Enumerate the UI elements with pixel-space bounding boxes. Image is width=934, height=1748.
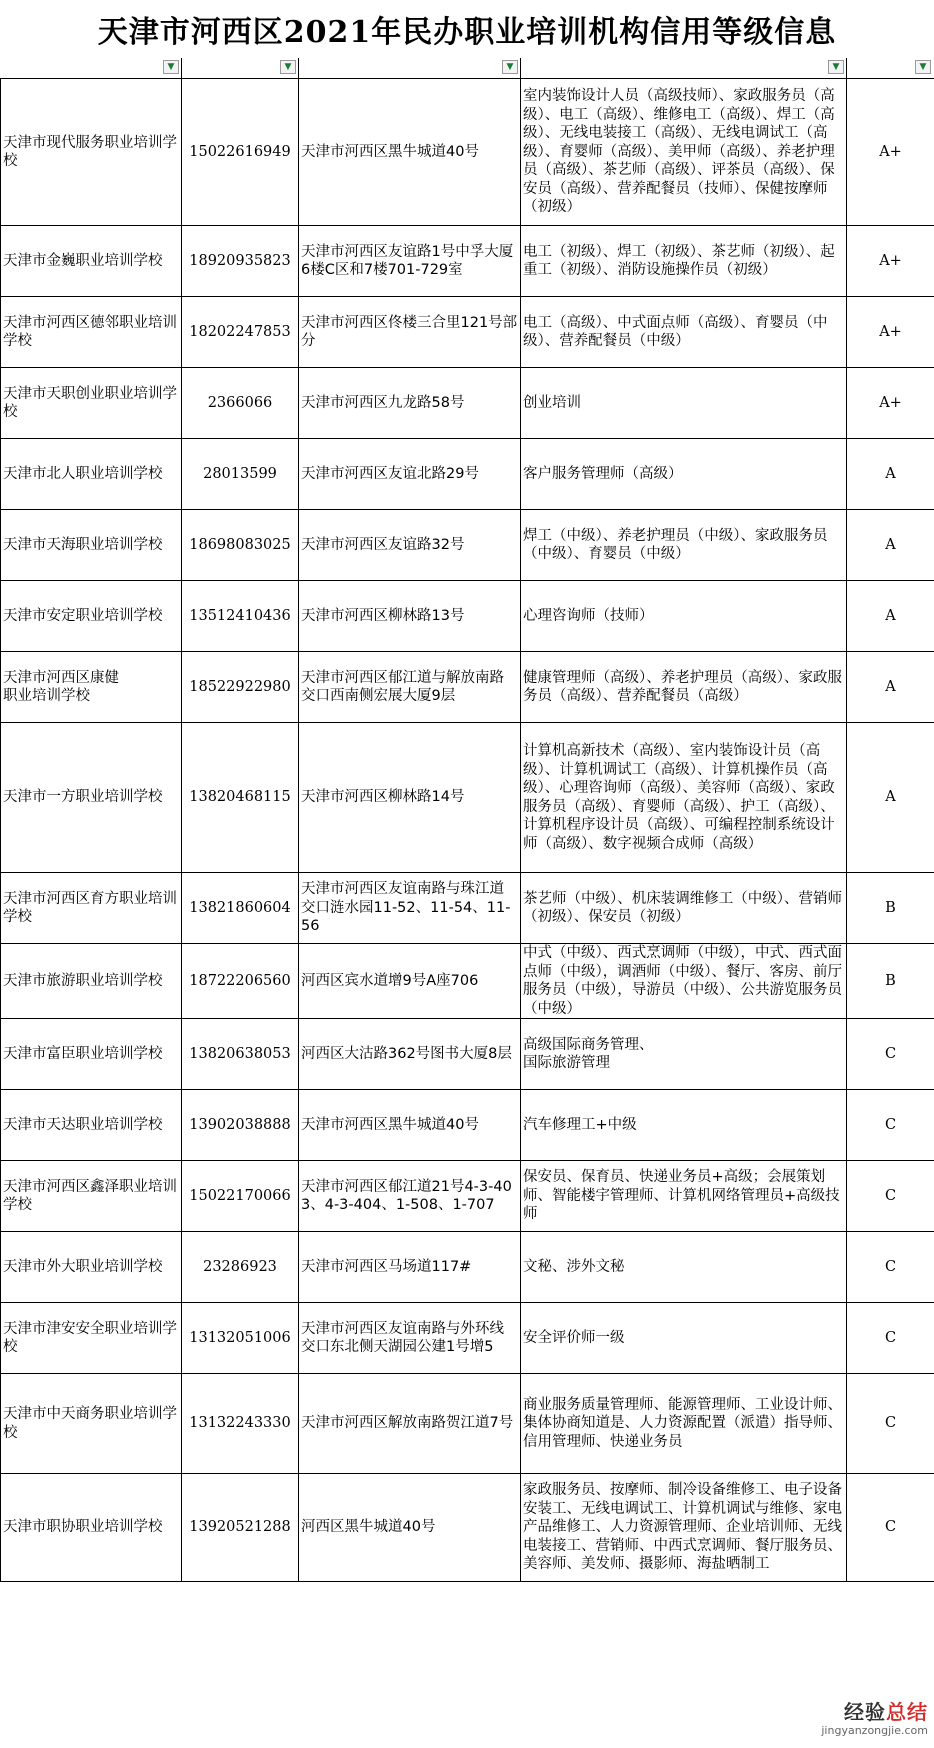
cell-address[interactable]: 天津市河西区黑牛城道40号 xyxy=(299,1090,521,1161)
cell-address[interactable]: 天津市河西区马场道117# xyxy=(299,1232,521,1303)
cell-name[interactable]: 天津市天达职业培训学校 xyxy=(1,1090,182,1161)
table-row xyxy=(1,1303,934,1374)
cell-grade[interactable]: C xyxy=(847,1374,934,1474)
table-row xyxy=(1,297,934,368)
cell-professions[interactable]: 电工（高级）、中式面点师（高级）、育婴员（中级）、营养配餐员（中级） xyxy=(521,297,847,368)
cell-professions[interactable]: 计算机高新技术（高级）、室内装饰设计员（高级）、计算机调试工（高级）、计算机操作员（高级）、心理咨询师（高级）、美容师（高级）、家政服务员（高级）、育婴师（高级）、护工（高级）、计算机程序设计员（高级）、可编程控制系统设计师（高级）、数字视频合成师（高级） xyxy=(521,723,847,873)
cell-grade[interactable]: B xyxy=(847,873,934,944)
cell-name[interactable]: 天津市津安安全职业培训学校 xyxy=(1,1303,182,1374)
cell-grade[interactable]: C xyxy=(847,1232,934,1303)
cell-phone[interactable]: 13920521288 xyxy=(182,1474,299,1582)
cell-address[interactable]: 天津市河西区郁江道与解放南路交口西南侧宏展大厦9层 xyxy=(299,652,521,723)
cell-grade[interactable]: A xyxy=(847,581,934,652)
cell-address[interactable]: 天津市河西区九龙路58号 xyxy=(299,368,521,439)
cell-name[interactable]: 天津市职协职业培训学校 xyxy=(1,1474,182,1582)
table-row xyxy=(1,1374,934,1474)
cell-phone[interactable]: 23286923 xyxy=(182,1232,299,1303)
cell-name[interactable]: 天津市河西区德邻职业培训学校 xyxy=(1,297,182,368)
table-row xyxy=(1,1019,934,1090)
cell-phone[interactable]: 28013599 xyxy=(182,439,299,510)
cell-professions[interactable]: 室内装饰设计人员（高级技师）、家政服务员（高级）、电工（高级）、维修电工（高级）、焊工（高级）、无线电装接工（高级）、无线电调试工（高级）、育婴师（高级）、美甲师（高级）、养老护理员（高级）、茶艺师（高级）、评茶员（高级）、保安员（高级）、营养配餐员（技师）、保健按摩师（初级） xyxy=(521,79,847,226)
cell-phone[interactable]: 13132243330 xyxy=(182,1374,299,1474)
cell-phone[interactable]: 18522922980 xyxy=(182,652,299,723)
cell-address[interactable]: 天津市河西区郁江道21号4-3-403、4-3-404、1-508、1-707 xyxy=(299,1161,521,1232)
cell-name[interactable]: 天津市旅游职业培训学校 xyxy=(1,944,182,1019)
watermark-url: jingyanzongjie.com xyxy=(821,1724,928,1737)
table-row xyxy=(1,368,934,439)
table-row xyxy=(1,1161,934,1232)
cell-grade[interactable]: A xyxy=(847,723,934,873)
cell-name[interactable]: 天津市天海职业培训学校 xyxy=(1,510,182,581)
cell-phone[interactable]: 13902038888 xyxy=(182,1090,299,1161)
cell-phone[interactable]: 15022170066 xyxy=(182,1161,299,1232)
table-row xyxy=(1,581,934,652)
cell-grade[interactable]: C xyxy=(847,1303,934,1374)
filter-cell-grade xyxy=(846,58,933,78)
filter-cell-address xyxy=(298,58,521,78)
filter-cell-phone xyxy=(181,58,299,78)
filter-dropdown-button-professions[interactable] xyxy=(828,60,844,74)
table-row xyxy=(1,1474,934,1582)
cell-professions[interactable]: 家政服务员、按摩师、制冷设备维修工、电子设备安装工、无线电调试工、计算机调试与维修、家电产品维修工、人力资源管理师、企业培训师、无线电装接工、营销师、中西式烹调师、餐厅服务员、美容师、美发师、摄影师、海盐晒制工 xyxy=(521,1474,847,1582)
cell-address[interactable]: 天津市河西区柳林路13号 xyxy=(299,581,521,652)
table-row xyxy=(1,652,934,723)
cell-grade[interactable]: C xyxy=(847,1019,934,1090)
cell-professions[interactable]: 心理咨询师（技师） xyxy=(521,581,847,652)
cell-name[interactable]: 天津市安定职业培训学校 xyxy=(1,581,182,652)
cell-grade[interactable]: C xyxy=(847,1474,934,1582)
dropdown-arrow-icon: ▼ xyxy=(167,61,175,72)
cell-grade[interactable]: A+ xyxy=(847,79,934,226)
dropdown-arrow-icon: ▼ xyxy=(832,61,840,72)
cell-grade[interactable]: B xyxy=(847,944,934,1019)
dropdown-arrow-icon: ▼ xyxy=(919,61,927,72)
cell-name[interactable]: 天津市北人职业培训学校 xyxy=(1,439,182,510)
cell-professions[interactable]: 汽车修理工+中级 xyxy=(521,1090,847,1161)
cell-professions[interactable]: 茶艺师（中级）、机床装调维修工（中级）、营销师（初级）、保安员（初级） xyxy=(521,873,847,944)
cell-address[interactable]: 天津市河西区友谊北路29号 xyxy=(299,439,521,510)
cell-professions[interactable]: 电工（初级）、焊工（初级）、茶艺师（初级）、起重工（初级）、消防设施操作员（初级） xyxy=(521,226,847,297)
cell-name[interactable]: 天津市一方职业培训学校 xyxy=(1,723,182,873)
cell-phone[interactable]: 13821860604 xyxy=(182,873,299,944)
cell-grade[interactable]: A+ xyxy=(847,226,934,297)
cell-phone[interactable]: 2366066 xyxy=(182,368,299,439)
table-row xyxy=(1,1090,934,1161)
table-row xyxy=(1,873,934,944)
filter-dropdown-button-grade[interactable] xyxy=(915,60,931,74)
table-row xyxy=(1,79,934,226)
filter-cell-name xyxy=(0,58,182,78)
cell-name[interactable]: 天津市天职创业职业培训学校 xyxy=(1,368,182,439)
cell-address[interactable]: 天津市河西区友谊路32号 xyxy=(299,510,521,581)
cell-professions[interactable]: 客户服务管理师（高级） xyxy=(521,439,847,510)
credit-rating-table-wrap xyxy=(0,78,934,1748)
filter-dropdown-button-phone[interactable] xyxy=(280,60,296,74)
filter-dropdown-button-name[interactable] xyxy=(163,60,179,74)
sheet-title: 天津市河西区2021年民办职业培训机构信用等级信息 xyxy=(97,15,837,50)
cell-address[interactable]: 天津市河西区友谊南路与外环线交口东北侧天湖园公建1号增5 xyxy=(299,1303,521,1374)
cell-grade[interactable]: A+ xyxy=(847,297,934,368)
cell-name[interactable]: 天津市河西区鑫泽职业培训学校 xyxy=(1,1161,182,1232)
cell-address[interactable]: 河西区黑牛城道40号 xyxy=(299,1474,521,1582)
cell-name[interactable]: 天津市外大职业培训学校 xyxy=(1,1232,182,1303)
cell-address[interactable]: 天津市河西区解放南路贺江道7号 xyxy=(299,1374,521,1474)
table-row xyxy=(1,723,934,873)
credit-rating-table xyxy=(0,78,934,1582)
cell-grade[interactable]: A xyxy=(847,510,934,581)
cell-phone[interactable]: 13820468115 xyxy=(182,723,299,873)
cell-name[interactable]: 天津市河西区育方职业培训学校 xyxy=(1,873,182,944)
cell-professions[interactable]: 保安员、保育员、快递业务员+高级；会展策划师、智能楼宇管理师、计算机网络管理员+高级技师 xyxy=(521,1161,847,1232)
cell-professions[interactable]: 商业服务质量管理师、能源管理师、工业设计师、集体协商知道是、人力资源配置（派遣）指导师、信用管理师、快递业务员 xyxy=(521,1374,847,1474)
cell-address[interactable]: 河西区宾水道增9号A座706 xyxy=(299,944,521,1019)
dropdown-arrow-icon: ▼ xyxy=(506,61,514,72)
cell-address[interactable]: 天津市河西区佟楼三合里121号部分 xyxy=(299,297,521,368)
cell-name[interactable]: 天津市河西区康健 职业培训学校 xyxy=(1,652,182,723)
filter-dropdown-button-address[interactable] xyxy=(502,60,518,74)
cell-grade[interactable]: A+ xyxy=(847,368,934,439)
cell-name[interactable]: 天津市富臣职业培训学校 xyxy=(1,1019,182,1090)
cell-grade[interactable]: A xyxy=(847,439,934,510)
cell-professions[interactable]: 创业培训 xyxy=(521,368,847,439)
dropdown-arrow-icon: ▼ xyxy=(284,61,292,72)
cell-professions[interactable]: 安全评价师一级 xyxy=(521,1303,847,1374)
cell-address[interactable]: 天津市河西区友谊路1号中孚大厦6楼C区和7楼701-729室 xyxy=(299,226,521,297)
filter-cell-professions xyxy=(520,58,847,78)
table-body xyxy=(1,79,934,1582)
cell-grade[interactable]: C xyxy=(847,1161,934,1232)
cell-professions[interactable]: 文秘、涉外文秘 xyxy=(521,1232,847,1303)
cell-address[interactable]: 天津市河西区友谊南路与珠江道交口涟水园11-52、11-54、11-56 xyxy=(299,873,521,944)
table-row xyxy=(1,439,934,510)
cell-grade[interactable]: C xyxy=(847,1090,934,1161)
table-row xyxy=(1,1232,934,1303)
table-row xyxy=(1,226,934,297)
cell-name[interactable]: 天津市金巍职业培训学校 xyxy=(1,226,182,297)
cell-grade[interactable]: A xyxy=(847,652,934,723)
cell-phone[interactable]: 18202247853 xyxy=(182,297,299,368)
table-row xyxy=(1,944,934,1019)
cell-phone[interactable]: 18920935823 xyxy=(182,226,299,297)
watermark-brand-b: 总结 xyxy=(886,1700,928,1724)
cell-address[interactable]: 河西区大沽路362号图书大厦8层 xyxy=(299,1019,521,1090)
cell-phone[interactable]: 13132051006 xyxy=(182,1303,299,1374)
cell-phone[interactable]: 13820638053 xyxy=(182,1019,299,1090)
cell-name[interactable]: 天津市现代服务职业培训学校 xyxy=(1,79,182,226)
cell-phone[interactable]: 15022616949 xyxy=(182,79,299,226)
table-row xyxy=(1,510,934,581)
cell-address[interactable]: 天津市河西区黑牛城道40号 xyxy=(299,79,521,226)
cell-professions[interactable]: 高级国际商务管理、 国际旅游管理 xyxy=(521,1019,847,1090)
autofilter-header-row xyxy=(0,58,934,78)
cell-name[interactable]: 天津市中天商务职业培训学校 xyxy=(1,1374,182,1474)
watermark-brand-a: 经验 xyxy=(844,1700,886,1724)
cell-professions[interactable]: 焊工（中级）、养老护理员（中级）、家政服务员（中级）、育婴员（中级） xyxy=(521,510,847,581)
cell-phone[interactable]: 13512410436 xyxy=(182,581,299,652)
cell-address[interactable]: 天津市河西区柳林路14号 xyxy=(299,723,521,873)
cell-professions[interactable]: 健康管理师（高级）、养老护理员（高级）、家政服务员（高级）、营养配餐员（高级） xyxy=(521,652,847,723)
cell-professions[interactable]: 中式（中级）、西式烹调师（中级），中式、西式面点师（中级），调酒师（中级）、餐厅、客房、前厅服务员（中级），导游员（中级）、公共游览服务员（中级） xyxy=(521,944,847,1019)
cell-phone[interactable]: 18698083025 xyxy=(182,510,299,581)
cell-phone[interactable]: 18722206560 xyxy=(182,944,299,1019)
